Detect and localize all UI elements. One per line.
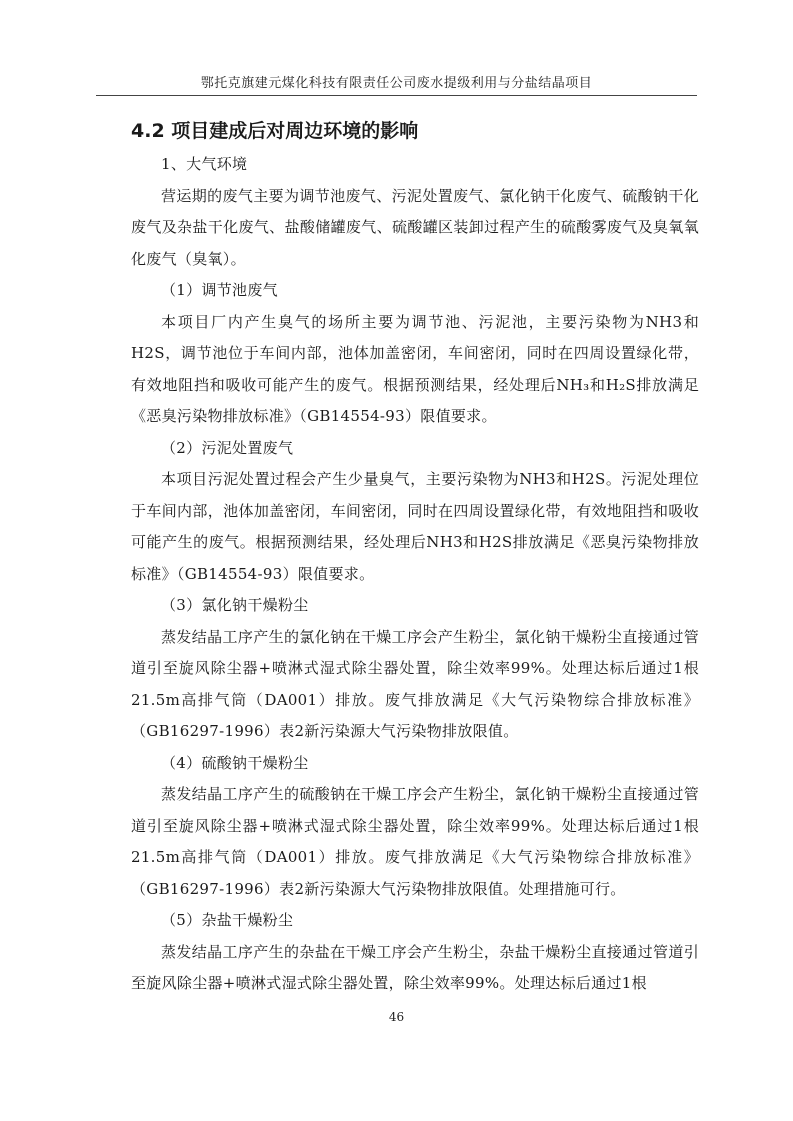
running-header: 鄂托克旗建元煤化科技有限责任公司废水提级利用与分盐结晶项目: [200, 76, 593, 91]
item-title: （4）硫酸钠干燥粉尘: [161, 753, 309, 772]
item-title: （5）杂盐干燥粉尘: [161, 911, 294, 929]
page-body: [131, 115, 699, 1000]
item-paragraph: 蒸发结晶工序产生的硫酸钠在干燥工序会产生粉尘，氯化钠干燥粉尘直接通过管道引至旋风除尘器+喷淋式湿式除尘器处置，除尘效率99%。处理达标后通过1根21.5m高排气筒（DA001）排放。废气排放满足《大气污染物综合排放标准》（GB16297-1996）表2新污染源大气污染物排放限值。处理措施可行。: [131, 785, 699, 898]
item-paragraph: 本项目污泥处置过程会产生少量臭气，主要污染物为NH3和H2S。污泥处理位于车间内部，池体加盖密闭，车间密闭，同时在四周设置绿化带，有效地阻挡和吸收可能产生的废气。根据预测结果，经处理后NH3和H2S排放满足《恶臭污染物排放标准》（GB14554-93）限值要求。: [131, 470, 699, 583]
item-title: （2）污泥处置废气: [161, 438, 294, 457]
item-paragraph: 蒸发结晶工序产生的杂盐在干燥工序会产生粉尘，杂盐干燥粉尘直接通过管道引至旋风除尘器+喷淋式湿式除尘器处置，除尘效率99%。处理达标后通过1根: [131, 942, 699, 992]
section-heading: 4.2 项目建成后对周边环境的影响: [131, 120, 419, 142]
item-title: （1）调节池废气: [161, 281, 278, 299]
item-title: （3）氯化钠干燥粉尘: [161, 596, 309, 614]
page-number: 46: [388, 1010, 405, 1024]
item-paragraph: 蒸发结晶工序产生的氯化钠在干燥工序会产生粉尘，氯化钠干燥粉尘直接通过管道引至旋风除尘器+喷淋式湿式除尘器处置，除尘效率99%。处理达标后通过1根21.5m高排气筒（DA001）排放。废气排放满足《大气污染物综合排放标准》（GB16297-1996）表2新污染源大气污染物排放限值。: [131, 627, 699, 740]
subsection-title: 1、大气环境: [161, 155, 248, 173]
intro-paragraph: 营运期的废气主要为调节池废气、污泥处置废气、氯化钠干化废气、硫酸钠干化废气及杂盐干化废气、盐酸储罐废气、硫酸罐区装卸过程产生的硫酸雾废气及臭氧氧化废气（臭氧）。: [131, 186, 699, 268]
header-divider: [96, 95, 697, 96]
item-paragraph: 本项目厂内产生臭气的场所主要为调节池、污泥池，主要污染物为NH3和H2S，调节池位于车间内部，池体加盖密闭，车间密闭，同时在四周设置绿化带，有效地阻挡和吸收可能产生的废气。根据预测结果，经处理后NH₃和H₂S排放满足《恶臭污染物排放标准》（GB14554-93）限值要求。: [131, 312, 699, 425]
